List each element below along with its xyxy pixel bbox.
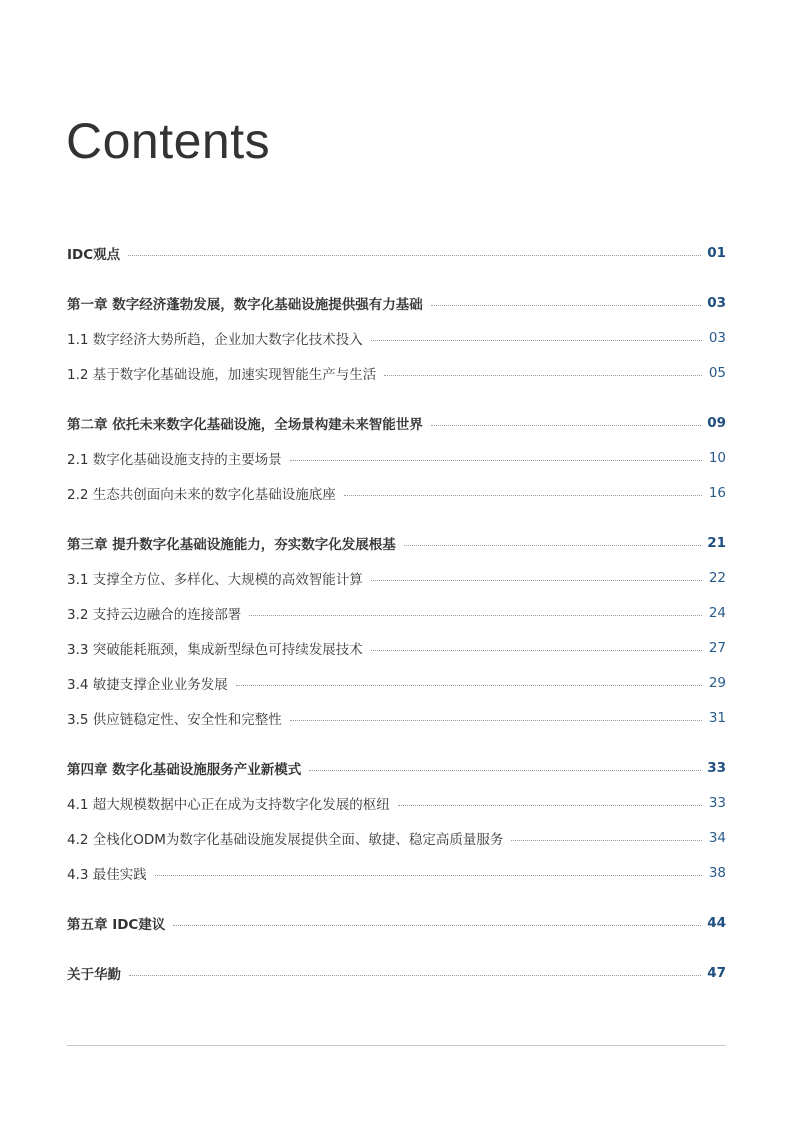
toc-entry-idc-view[interactable] (67, 240, 726, 266)
dot-leader (236, 685, 702, 686)
toc-entry-2-2[interactable] (67, 480, 726, 506)
toc-entry-chapter-5[interactable] (67, 910, 726, 936)
dot-leader (290, 460, 702, 461)
toc-entry-label: 3.4 敏捷支撑企业业务发展 (67, 677, 228, 693)
toc-entry-page: 44 (707, 915, 726, 931)
toc-entry-label: 3.1 支撑全方位、多样化、大规模的高效智能计算 (67, 572, 363, 588)
dot-leader (155, 875, 702, 876)
dot-leader (511, 840, 702, 841)
toc-entry-page: 24 (708, 605, 726, 621)
toc-entry-label: IDC观点 (67, 247, 121, 263)
dot-leader (371, 580, 702, 581)
toc-entry-label: 3.2 支持云边融合的连接部署 (67, 607, 242, 623)
table-of-contents (67, 240, 726, 986)
toc-entry-label: 第二章 依托未来数字化基础设施，全场景构建未来智能世界 (67, 417, 423, 433)
toc-entry-page: 09 (707, 415, 726, 431)
dot-leader (384, 375, 702, 376)
toc-entry-3-2[interactable] (67, 600, 726, 626)
toc-entry-page: 10 (708, 450, 726, 466)
toc-entry-4-3[interactable] (67, 860, 726, 886)
dot-leader (249, 615, 702, 616)
toc-entry-page: 05 (708, 365, 726, 381)
dot-leader (371, 650, 702, 651)
toc-entry-chapter-1[interactable] (67, 290, 726, 316)
toc-entry-page: 47 (707, 965, 726, 981)
dot-leader (371, 340, 702, 341)
toc-entry-3-1[interactable] (67, 565, 726, 591)
dot-leader (431, 425, 702, 426)
toc-entry-1-1[interactable] (67, 325, 726, 351)
toc-entry-page: 38 (708, 865, 726, 881)
toc-entry-4-2[interactable] (67, 825, 726, 851)
toc-entry-label: 4.1 超大规模数据中心正在成为支持数字化发展的枢纽 (67, 797, 390, 813)
toc-entry-page: 31 (708, 710, 726, 726)
toc-entry-4-1[interactable] (67, 790, 726, 816)
dot-leader (309, 770, 701, 771)
toc-entry-label: 4.2 全栈化ODM为数字化基础设施发展提供全面、敏捷、稳定高质量服务 (67, 832, 504, 848)
toc-entry-chapter-3[interactable] (67, 530, 726, 556)
toc-entry-label: 第一章 数字经济蓬勃发展，数字化基础设施提供强有力基础 (67, 297, 423, 313)
toc-entry-page: 27 (708, 640, 726, 656)
toc-entry-label: 1.2 基于数字化基础设施，加速实现智能生产与生活 (67, 367, 377, 383)
toc-entry-page: 22 (708, 570, 726, 586)
toc-entry-chapter-2[interactable] (67, 410, 726, 436)
toc-entry-page: 03 (708, 330, 726, 346)
toc-entry-label: 3.3 突破能耗瓶颈，集成新型绿色可持续发展技术 (67, 642, 363, 658)
toc-entry-label: 关于华勤 (67, 967, 121, 983)
dot-leader (398, 805, 702, 806)
footer-divider (67, 1045, 726, 1046)
toc-entry-label: 第三章 提升数字化基础设施能力，夯实数字化发展根基 (67, 537, 396, 553)
toc-entry-label: 2.2 生态共创面向未来的数字化基础设施底座 (67, 487, 336, 503)
page-title: Contents (66, 113, 271, 169)
dot-leader (128, 255, 701, 256)
dot-leader (173, 925, 701, 926)
toc-entry-2-1[interactable] (67, 445, 726, 471)
toc-entry-3-5[interactable] (67, 705, 726, 731)
toc-entry-label: 第五章 IDC建议 (67, 917, 166, 933)
toc-entry-about[interactable] (67, 960, 726, 986)
toc-entry-page: 16 (708, 485, 726, 501)
toc-entry-page: 03 (707, 295, 726, 311)
toc-entry-label: 3.5 供应链稳定性、安全性和完整性 (67, 712, 282, 728)
dot-leader (129, 975, 701, 976)
toc-entry-page: 21 (707, 535, 726, 551)
toc-entry-3-4[interactable] (67, 670, 726, 696)
toc-entry-label: 第四章 数字化基础设施服务产业新模式 (67, 762, 302, 778)
dot-leader (290, 720, 702, 721)
toc-entry-label: 4.3 最佳实践 (67, 867, 147, 883)
toc-entry-page: 34 (708, 830, 726, 846)
toc-entry-page: 33 (707, 760, 726, 776)
toc-entry-3-3[interactable] (67, 635, 726, 661)
toc-entry-label: 2.1 数字化基础设施支持的主要场景 (67, 452, 282, 468)
dot-leader (344, 495, 702, 496)
toc-entry-page: 33 (708, 795, 726, 811)
dot-leader (431, 305, 702, 306)
toc-entry-page: 01 (707, 245, 726, 261)
toc-entry-label: 1.1 数字经济大势所趋，企业加大数字化技术投入 (67, 332, 363, 348)
dot-leader (404, 545, 702, 546)
toc-entry-chapter-4[interactable] (67, 755, 726, 781)
toc-entry-page: 29 (708, 675, 726, 691)
toc-entry-1-2[interactable] (67, 360, 726, 386)
